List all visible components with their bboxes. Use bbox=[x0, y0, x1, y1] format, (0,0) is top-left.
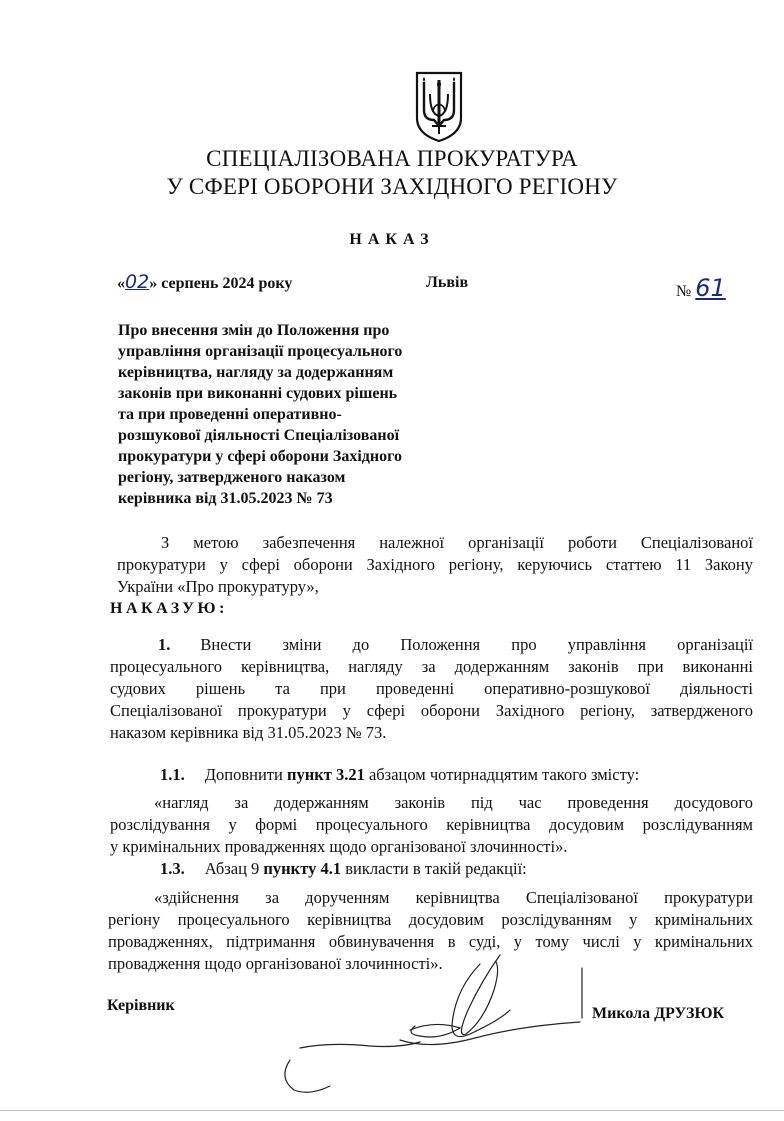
handwritten-signature bbox=[270, 950, 590, 1100]
item-1-3-text: Абзац 9 bbox=[204, 859, 264, 878]
quote-line: розслідування у формі процесуального керівництва досудовим розслідуванням bbox=[110, 815, 753, 834]
quote-line: у кримінальних провадженнях щодо організованої злочинності». bbox=[110, 837, 568, 856]
order-subject bbox=[118, 320, 458, 509]
preamble bbox=[117, 532, 753, 598]
item-1-3 bbox=[160, 858, 527, 880]
item-1-text: Внести зміни до Положення про управління організації bbox=[200, 635, 753, 654]
preamble-line: України «Про прокуратуру», bbox=[117, 577, 319, 596]
subject-line: регіону, затвердженого наказом bbox=[118, 469, 346, 486]
item-1-1-text: Доповнити bbox=[204, 765, 287, 784]
signatory-name: Микола ДРУЗЮК bbox=[592, 1005, 725, 1022]
item-1-3-text-after: викласти в такій редакції: bbox=[341, 859, 527, 878]
organization-name-line2: У СФЕРІ ОБОРОНИ ЗАХІДНОГО РЕГІОНУ bbox=[166, 174, 618, 199]
quote-line: «здійснення за дорученням керівництва Спеціалізованої прокуратури bbox=[154, 888, 753, 907]
number-handwritten: 61 bbox=[695, 274, 726, 302]
subject-line: Про внесення змін до Положення про bbox=[118, 322, 390, 339]
subject-line: законів при виконанні судових рішень bbox=[118, 385, 398, 402]
subject-line: управління організації процесуального bbox=[118, 343, 403, 360]
quote-line: регіону процесуального керівництва досудовим розслідуванням у кримінальних bbox=[108, 910, 753, 929]
item-1-1-quote bbox=[110, 792, 753, 858]
subject-line: прокуратури у сфері оборони Західного bbox=[118, 448, 402, 465]
quote-line: «нагляд за додержанням законів під час проведення досудового bbox=[154, 793, 753, 812]
item-1-3-bold: пункту 4.1 bbox=[263, 859, 342, 878]
organization-name-line1: СПЕЦІАЛІЗОВАНА ПРОКУРАТУРА bbox=[206, 146, 578, 171]
date-day-handwritten: 02 bbox=[125, 271, 150, 293]
order-word: НАКАЗУЮ: bbox=[110, 600, 228, 617]
document-type-title: НАКАЗ bbox=[349, 231, 435, 248]
page-bottom-rule bbox=[0, 1110, 784, 1111]
document-number bbox=[676, 274, 726, 302]
item-1-3-number: 1.3. bbox=[160, 859, 185, 878]
item-1-line: наказом керівника від 31.05.2023 № 73. bbox=[110, 723, 387, 742]
subject-line: керівництва, нагляду за додержанням bbox=[118, 364, 394, 381]
item-1-number: 1. bbox=[158, 635, 171, 654]
number-prefix: № bbox=[676, 283, 692, 300]
date-rest: » серпень 2024 року bbox=[149, 275, 293, 292]
item-1-1 bbox=[160, 764, 639, 786]
subject-line: розшукової діяльності Спеціалізованої bbox=[118, 427, 400, 444]
subject-line: керівника від 31.05.2023 № 73 bbox=[118, 490, 333, 507]
document-city: Львів bbox=[426, 274, 469, 291]
item-1-1-text-after: абзацом чотирнадцятим такого змісту: bbox=[364, 765, 640, 784]
quote-line: провадження щодо організованої злочинності». bbox=[108, 954, 443, 973]
item-1-line: процесуального керівництва, нагляду за додержанням законів при виконанні bbox=[110, 657, 753, 676]
item-1-1-bold: пункт 3.21 bbox=[286, 765, 365, 784]
signatory-position: Керівник bbox=[107, 997, 175, 1014]
item-1 bbox=[110, 634, 753, 744]
item-1-line: Спеціалізованої прокуратури у сфері оборони Західного регіону, затвердженого bbox=[110, 701, 753, 720]
item-1-line bbox=[110, 634, 753, 656]
date-open-quote: « bbox=[117, 275, 125, 292]
item-1-line: судових рішень та при проведенні оперативно-розшукової діяльності bbox=[110, 679, 753, 698]
item-1-1-number: 1.1. bbox=[160, 765, 185, 784]
quote-line: провадженнях, підтримання обвинувачення в суді, у тому числі у кримінальних bbox=[108, 932, 753, 951]
coat-of-arms-emblem bbox=[414, 70, 464, 144]
subject-line: та при проведенні оперативно- bbox=[118, 406, 342, 423]
document-date bbox=[117, 271, 292, 293]
preamble-line: прокуратури у сфері оборони Західного регіону, керуючись статтею 11 Закону bbox=[117, 555, 753, 574]
preamble-line: З метою забезпечення належної організації роботи Спеціалізованої bbox=[161, 533, 753, 552]
